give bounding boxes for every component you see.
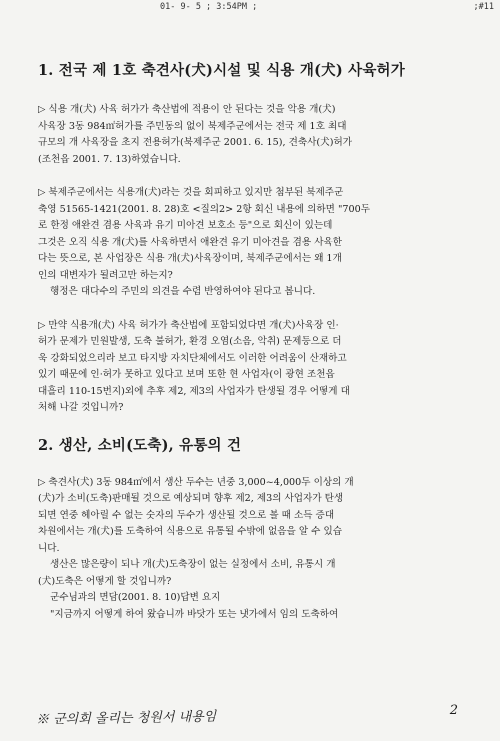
text-line: "지금까지 어떻게 하여 왔습니까 바닷가 또는 냇가에서 임의 도축하여 <box>50 608 339 620</box>
section-2-paragraph-4 <box>38 607 470 624</box>
handwritten-note: ※ 군의회 올리는 청원서 내용임 <box>35 709 217 728</box>
text-line: 축영 51565-1421(2001. 8. 28)호 <질의2> 2항 회신 내용에 의하면 "700두 <box>38 203 370 215</box>
section-1-paragraph-4 <box>38 318 470 417</box>
fax-page-indicator: ;#11 <box>473 2 494 12</box>
section-2-title: 2. 생산, 소비(도축), 유통의 건 <box>38 436 242 454</box>
text-line: (조천읍 2001. 7. 13)하였습니다. <box>38 153 181 165</box>
text-line: 군수님과의 면담(2001. 8. 10)답변 요지 <box>50 592 221 603</box>
page-number: 2 <box>449 703 458 718</box>
text-line: ▷ 축견사(犬) 3동 984㎡에서 생산 두수는 년중 3,000~4,000두 이상의 개 <box>38 476 354 488</box>
section-1-title: 1. 전국 제 1호 축견사(犬)시설 및 식용 개(犬) 사육허가 <box>38 62 405 79</box>
text-line: 허가 문제가 민원발생, 도축 불허가, 환경 오염(소음, 악취) 문제등으로 더 <box>38 336 342 347</box>
section-1-paragraph-2 <box>38 185 470 284</box>
text-line: 행정은 대다수의 주민의 의견을 수렴 반영하여야 된다고 봅니다. <box>50 286 316 297</box>
section-1-paragraph-3 <box>38 284 470 301</box>
section-2-paragraph-3 <box>38 590 470 607</box>
document-body <box>38 62 470 623</box>
text-line: 로 한정 애완견 겸용 사육과 유기 미아견 보호소 등"으로 회신이 있는데 <box>38 220 333 231</box>
text-line: ▷ 만약 식용개(犬) 사육 허가가 축산법에 포함되었다면 개(犬)사육장 인· <box>38 319 339 331</box>
text-line: (犬)가 소비(도축)판매될 것으로 예상되며 향후 제2, 제3의 사업자가 탄생 <box>38 493 344 504</box>
text-line: 규모의 개 사육장을 초지 전용허가(북제주군 2001. 6. 15), 견축사(犬)허가 <box>38 137 352 148</box>
text-line: 생산은 많은량이 되나 개(犬)도축장이 없는 실정에서 소비, 유통시 개 <box>50 559 336 570</box>
text-line: 다는 뜻으로, 본 사업장은 식용 개(犬)사육장이며, 북제주군에서는 왜 1개 <box>38 253 342 264</box>
text-line: 대흘리 110-15번지)외에 추후 제2, 제3의 사업자가 탄생될 경우 어떻게 대 <box>38 385 350 397</box>
text-line: 처해 나갈 것입니까? <box>38 402 124 413</box>
text-line: 차원에서는 개(犬)를 도축하여 식용으로 유통될 수밖에 없음을 알 수 있습 <box>38 526 343 537</box>
section-2-paragraph-1 <box>38 475 470 558</box>
text-line: 그것은 오직 식용 개(犬)를 사육하면서 애완견 유기 미아견을 겸용 사육한 <box>38 236 343 248</box>
fax-header <box>0 2 500 16</box>
text-line: ▷ 식용 개(犬) 사육 허가가 축산법에 적용이 안 된다는 것을 악용 개(犬) <box>38 104 336 115</box>
text-line: 니다. <box>38 542 60 554</box>
text-line: ▷ 북제주군에서는 식용개(犬)라는 것을 회피하고 있지만 첨부된 북제주군 <box>38 187 344 198</box>
text-line: 있기 때문에 인·허가 못하고 있다고 보며 또한 현 사업자(이 광현 조천읍 <box>38 369 335 380</box>
text-line: 인의 대변자가 될려고만 하는지? <box>38 269 173 281</box>
text-line: 욱 강화되었으리라 보고 타지방 자치단체에서도 이러한 어려움이 산재하고 <box>38 352 347 364</box>
section-1-paragraph-1 <box>38 102 470 168</box>
text-line: 사육장 3동 984㎡허가를 주민동의 없이 북제주군에서는 전국 제 1호 최대 <box>38 120 347 132</box>
fax-timestamp: 01- 9- 5 ; 3:54PM ; <box>160 2 258 12</box>
page-footer <box>30 703 470 727</box>
section-2-paragraph-2 <box>38 557 470 590</box>
text-line: 되면 연중 헤아릴 수 없는 숫자의 두수가 생산될 것으로 볼 때 소득 증대 <box>38 509 335 521</box>
text-line: (犬)도축은 어떻게 할 것입니까? <box>38 575 172 587</box>
